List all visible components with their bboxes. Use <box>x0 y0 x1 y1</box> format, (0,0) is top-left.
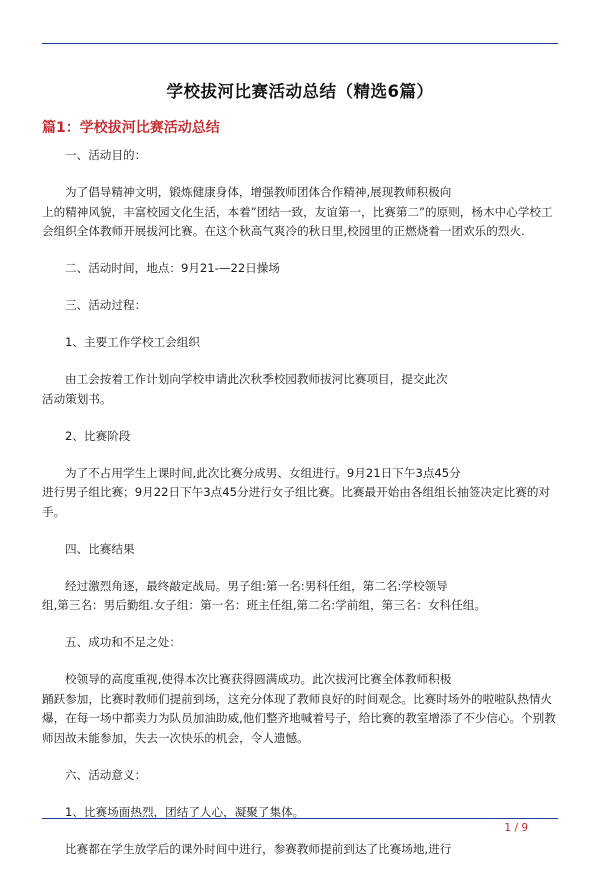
paragraph-results: 经过激烈角逐，最终敲定战局。男子组:第一名:男科任组，第二名:学校领导 组,第三名：男后勤组.女子组：第一名：班主任组,第二名:学前组，第三名：女科任组。 <box>42 578 486 612</box>
top-rule <box>42 43 558 44</box>
heading-organizer: 1、主要工作学校工会组织 <box>65 335 200 349</box>
page-number: 1 / 9 <box>504 822 528 834</box>
paragraph-success: 校领导的高度重视,使得本次比赛获得圆满成功。此次拔河比赛全体教师积极 踊跃参加，比赛时教师们提前到场，这充分体现了教师良好的时间观念。比赛时场外的啦啦队热情火爆，在每一场中都卖力为队员加油助威,他们整齐地喊着号子，给比赛的教室增添了不少信心。个别教师因故未能参加，失去一次快乐的机会，令人遗憾。 <box>42 672 556 745</box>
heading-purpose: 一、活动目的： <box>65 148 147 162</box>
paragraph-significance: 比赛都在学生放学后的课外时间中进行，参赛教师提前到达了比赛场地,进行 <box>65 841 452 856</box>
heading-significance-1: 1、比赛场面热烈，团结了人心，凝聚了集体。 <box>65 804 305 819</box>
heading-process: 三、活动过程： <box>65 298 147 312</box>
document-title: 学校拔河比赛活动总结（精选6篇） <box>166 82 434 101</box>
paragraph-purpose: 为了倡导精神文明，锻炼健康身体，增强教师团体合作精神,展现教师积极向 上的精神风貌，丰富校园文化生活，本着”团结一致，友谊第一，比赛第二”的原则，杨木中心学校工会组织全体教师开展拔河比赛。在这个秋高气爽冷的秋日里,校园里的正燃烧着一团欢乐的烈火. <box>42 185 553 238</box>
heading-time-place: 二、活动时间，地点：9月21-—22日操场 <box>65 261 280 275</box>
paragraph-organizer: 由工会按着工作计划向学校申请此次秋季校园教师拔河比赛项目，提交此次 活动策划书。 <box>42 372 448 406</box>
section-title: 篇1：学校拔河比赛活动总结 <box>42 120 220 136</box>
heading-success: 五、成功和不足之处： <box>65 635 181 649</box>
heading-significance: 六、活动意义： <box>65 767 147 782</box>
bottom-rule <box>42 818 558 819</box>
document-body <box>42 146 558 877</box>
heading-results: 四、比赛结果 <box>65 541 135 556</box>
heading-stage: 2、比赛阶段 <box>65 428 131 443</box>
paragraph-stage: 为了不占用学生上课时间,此次比赛分成男、女组进行。9月21日下午3点45分 进行男子组比赛；9月22日下午3点45分进行女子组比赛。比赛最开始由各组组长抽签决定比赛的对手。 <box>42 465 551 519</box>
